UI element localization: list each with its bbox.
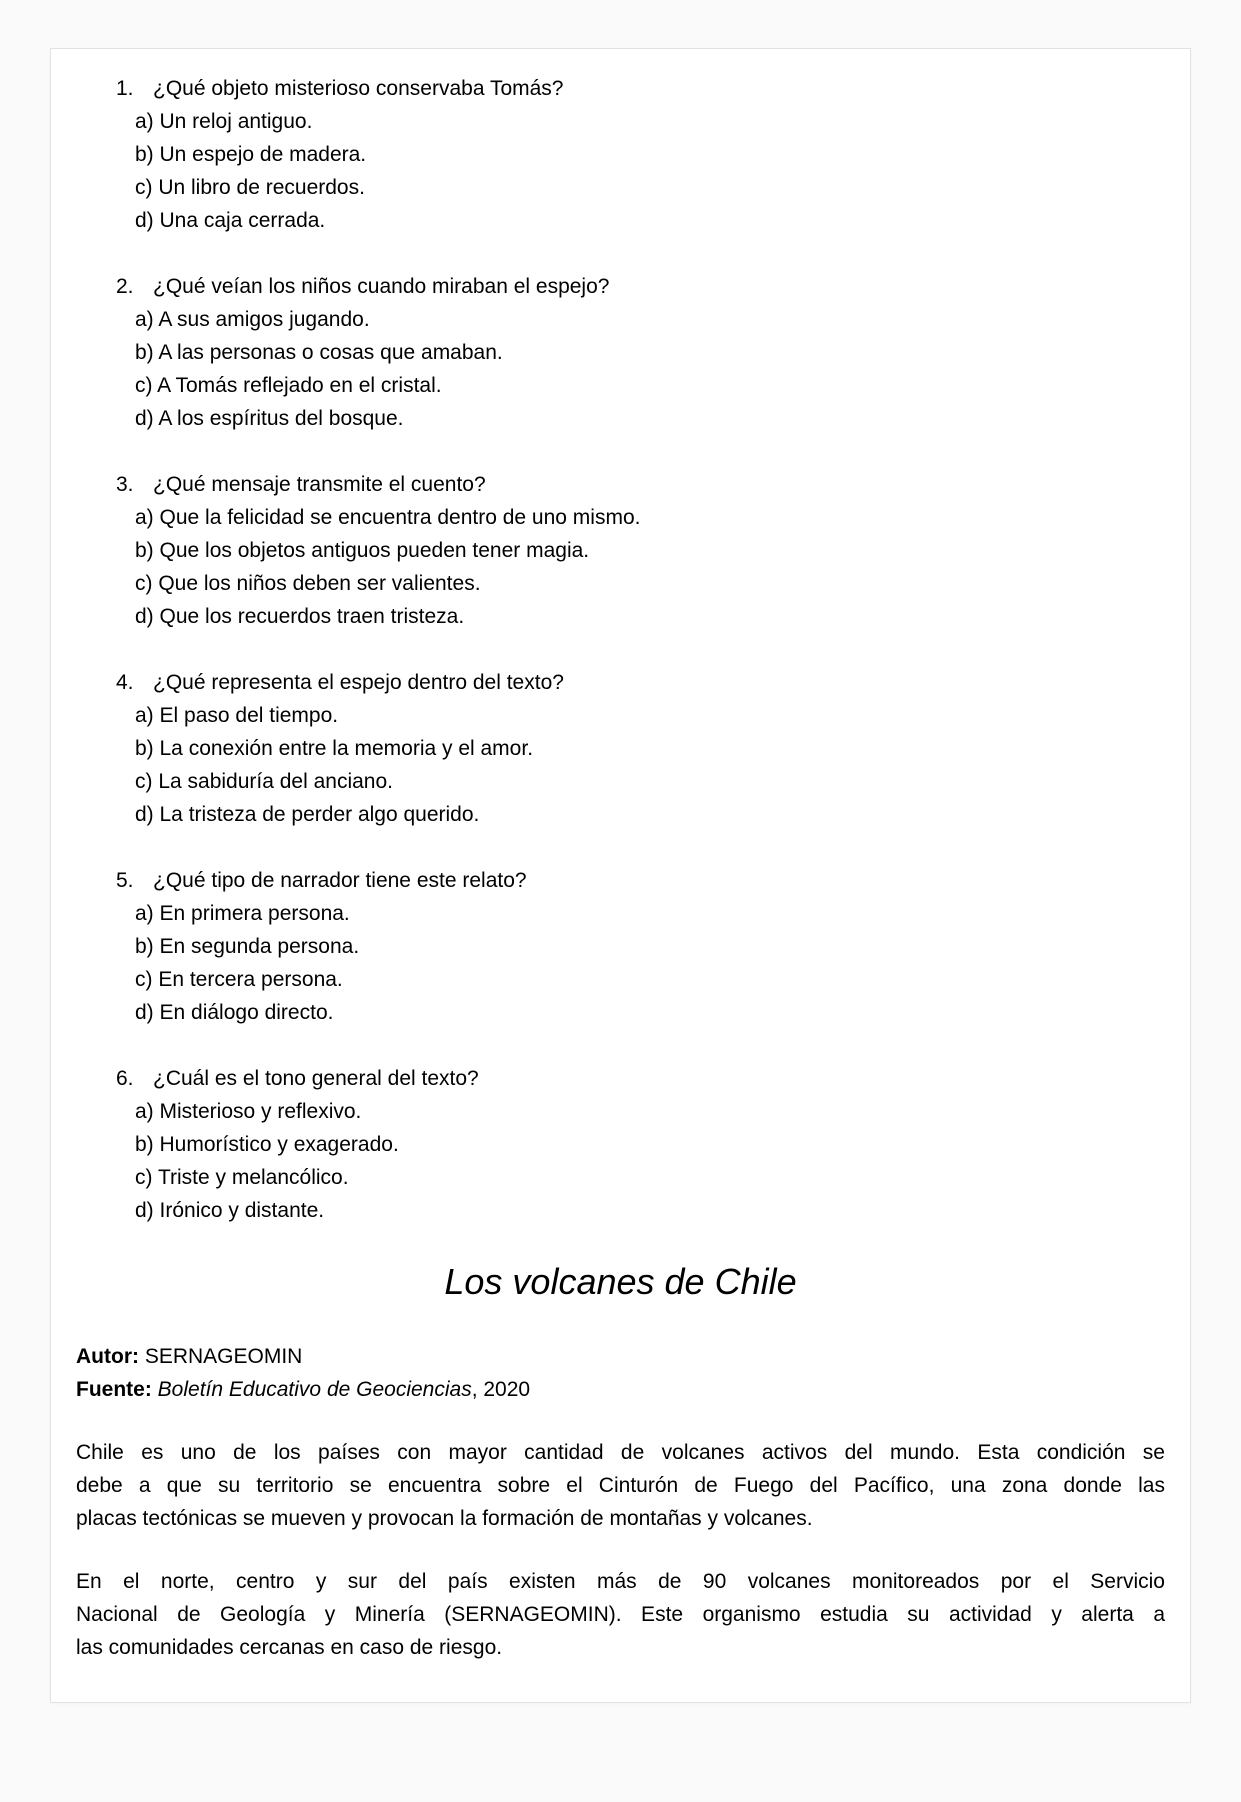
option-item: b) En segunda persona. — [135, 935, 360, 958]
option-item: c) Triste y melancólico. — [135, 1166, 349, 1189]
paragraph-line: placas tectónicas se mueven y provocan la formación de montañas y volcanes. — [76, 1507, 813, 1530]
option-item: a) El paso del tiempo. — [135, 704, 339, 727]
source-work: Boletín Educativo de Geociencias — [157, 1378, 472, 1401]
question-block — [116, 864, 1165, 1029]
question-number: 5. — [116, 869, 134, 892]
author-label: Autor: — [76, 1345, 139, 1368]
question-block — [116, 72, 1165, 237]
option-item: a) Un reloj antiguo. — [135, 110, 313, 133]
question-number: 1. — [116, 77, 134, 100]
question-text: ¿Qué representa el espejo dentro del texto? — [153, 671, 564, 694]
author-line — [76, 1340, 1165, 1373]
option-item: d) La tristeza de perder algo querido. — [135, 803, 480, 826]
option-item: a) Que la felicidad se encuentra dentro de uno mismo. — [135, 506, 641, 529]
question-block — [116, 1062, 1165, 1227]
question-block — [116, 270, 1165, 435]
source-label: Fuente: — [76, 1378, 152, 1401]
option-item: c) La sabiduría del anciano. — [135, 770, 393, 793]
question-line — [116, 72, 1165, 105]
option-item: b) Humorístico y exagerado. — [135, 1133, 399, 1156]
paragraph-line: las comunidades cercanas en caso de riesgo. — [76, 1636, 503, 1659]
option-item: d) En diálogo directo. — [135, 1001, 334, 1024]
option-item: c) Un libro de recuerdos. — [135, 176, 365, 199]
question-line — [116, 270, 1165, 303]
question-number: 3. — [116, 473, 134, 496]
paragraph-line: debe a que su territorio se encuentra sobre el Cinturón de Fuego del Pacífico, una zona donde las — [76, 1474, 1165, 1497]
option-item: a) En primera persona. — [135, 902, 350, 925]
option-item: b) La conexión entre la memoria y el amor. — [135, 737, 534, 760]
question-number: 6. — [116, 1067, 134, 1090]
option-item: b) Un espejo de madera. — [135, 143, 367, 166]
option-item: a) Misterioso y reflexivo. — [135, 1100, 362, 1123]
question-number: 2. — [116, 275, 134, 298]
option-item: d) Una caja cerrada. — [135, 209, 326, 232]
option-item: d) A los espíritus del bosque. — [135, 407, 404, 430]
question-line — [116, 666, 1165, 699]
paragraph-line: Nacional de Geología y Minería (SERNAGEOMIN). Este organismo estudia su actividad y alerta a — [76, 1603, 1165, 1626]
question-line — [116, 864, 1165, 897]
option-item: b) A las personas o cosas que amaban. — [135, 341, 503, 364]
option-item: d) Irónico y distante. — [135, 1199, 325, 1222]
article-section — [76, 1260, 1165, 1664]
question-text: ¿Qué mensaje transmite el cuento? — [153, 473, 486, 496]
document-page — [50, 48, 1191, 1703]
question-line — [116, 1062, 1165, 1095]
option-item: c) Que los niños deben ser valientes. — [135, 572, 481, 595]
question-block — [116, 468, 1165, 633]
question-number: 4. — [116, 671, 134, 694]
option-item: c) A Tomás reflejado en el cristal. — [135, 374, 442, 397]
quiz-section — [76, 72, 1165, 1227]
option-item: a) A sus amigos jugando. — [135, 308, 370, 331]
question-block — [116, 666, 1165, 831]
option-item: c) En tercera persona. — [135, 968, 343, 991]
option-item: b) Que los objetos antiguos pueden tener magia. — [135, 539, 590, 562]
article-title: Los volcanes de Chile — [444, 1261, 797, 1302]
option-item: d) Que los recuerdos traen tristeza. — [135, 605, 465, 628]
question-text: ¿Qué objeto misterioso conservaba Tomás? — [153, 77, 564, 100]
article-paragraphs — [76, 1436, 1165, 1664]
source-year: , 2020 — [471, 1378, 531, 1401]
paragraph-line: Chile es uno de los países con mayor cantidad de volcanes activos del mundo. Esta condición se — [76, 1441, 1165, 1464]
questions-list — [76, 72, 1165, 1227]
question-line — [116, 468, 1165, 501]
paragraph — [76, 1436, 1165, 1535]
source-line — [76, 1373, 1165, 1406]
paragraph-line: En el norte, centro y sur del país existen más de 90 volcanes monitoreados por el Servicio — [76, 1570, 1165, 1593]
question-text: ¿Qué veían los niños cuando miraban el espejo? — [153, 275, 610, 298]
question-text: ¿Cuál es el tono general del texto? — [153, 1067, 479, 1090]
paragraph — [76, 1565, 1165, 1664]
author-value: SERNAGEOMIN — [144, 1345, 303, 1368]
question-text: ¿Qué tipo de narrador tiene este relato? — [153, 869, 527, 892]
